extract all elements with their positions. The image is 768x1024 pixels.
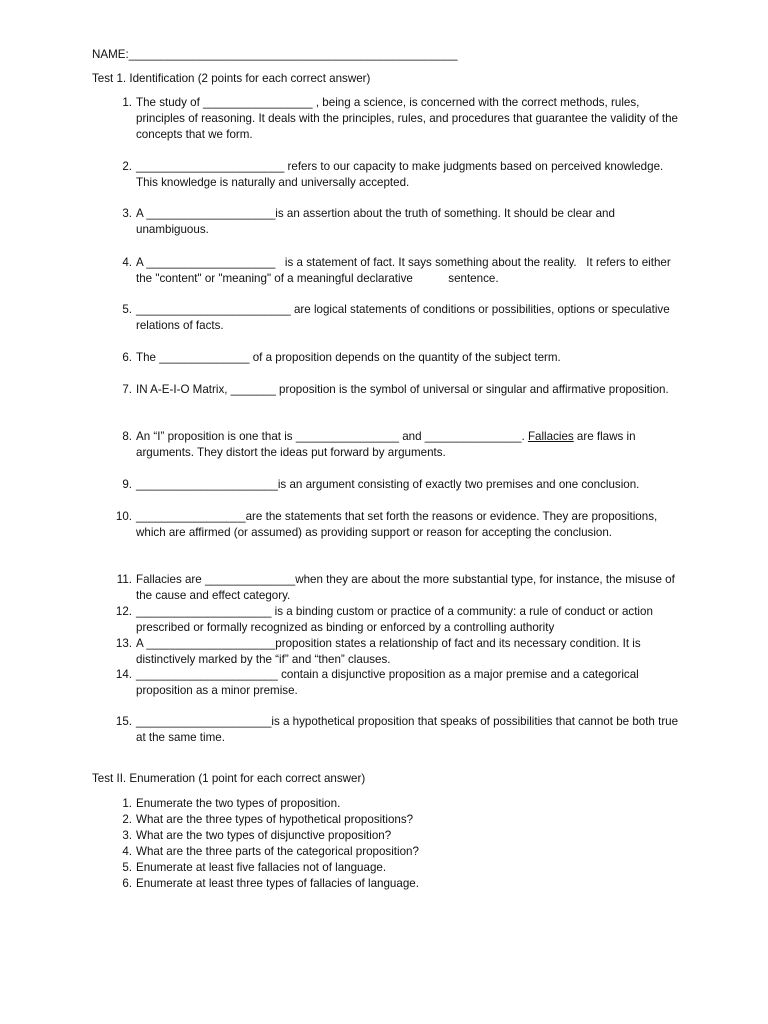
question-text-part: An “I” proposition is one that is ________________ and _______________. (136, 430, 528, 443)
enumeration-item-1 (112, 796, 340, 812)
item-text: What are the three parts of the categorical proposition? (136, 845, 419, 858)
question-number: 5. (122, 303, 132, 316)
question-number: 6. (122, 351, 132, 364)
item-text: Enumerate at least three types of fallacies of language. (136, 877, 419, 890)
item-number: 1. (122, 797, 132, 810)
enumeration-item-3 (112, 828, 391, 844)
item-text: Enumerate the two types of proposition. (136, 797, 341, 810)
item-number: 3. (122, 829, 132, 842)
enumeration-item-5 (112, 860, 386, 876)
question-text: ______________________is an argument consisting of exactly two premises and one conclusion. (136, 478, 640, 491)
question-number: 13. (115, 637, 132, 650)
item-text: What are the three types of hypothetical propositions? (136, 813, 414, 826)
question-number: 11. (116, 573, 132, 586)
fallacies-underlined-term: Fallacies (527, 430, 574, 443)
item-number: 6. (122, 877, 132, 890)
question-text: _______________________ refers to our capacity to make judgments based on perceived knowledge. This knowledge is naturally and universally accepted. (136, 160, 664, 189)
question-text-part: are flaws in arguments. They distort the ideas put forward by arguments. (136, 430, 636, 459)
enumeration-item-4 (112, 844, 419, 860)
item-number: 2. (122, 813, 132, 826)
test2-title: Test II. Enumeration (1 point for each correct answer) (92, 772, 366, 785)
question-text: ________________________ are logical statements of conditions or possibilities, options or speculative relations of facts. (136, 303, 670, 332)
question-number: 10. (115, 510, 132, 523)
enumeration-item-2 (112, 812, 413, 828)
question-number: 12. (115, 605, 132, 618)
question-number: 15. (115, 715, 132, 728)
question-number: 7. (122, 383, 132, 396)
question-text: _____________________is a hypothetical proposition that speaks of possibilities that cannot be both true at the same time. (136, 715, 679, 744)
question-number: 1. (122, 96, 132, 109)
question-number: 3. (122, 207, 132, 220)
question-number: 2. (122, 160, 132, 173)
item-text: Enumerate at least five fallacies not of language. (136, 861, 387, 874)
question-text: _____________________ is a binding custom or practice of a community: a rule of conduct or action prescribed or formally recognized as binding or enforced by a controlling authority (136, 605, 653, 634)
question-text: _________________are the statements that set forth the reasons or evidence. They are propositions, which are affirmed (or assumed) as providing support or reason for accepting the conclusion. (136, 510, 658, 539)
question-text: The study of _________________ , being a science, is concerned with the correct methods, rules, principles of reasoning. It deals with the principles, rules, and procedures that guarantee the validity of the concepts that we form. (136, 96, 679, 141)
test1-title: Test 1. Identification (2 points for each correct answer) (92, 72, 371, 85)
question-text: A ____________________proposition states a relationship of fact and its necessary condition. It is distinctively marked by the “if” and “then” clauses. (136, 637, 641, 666)
question-text: Fallacies are ______________when they are about the more substantial type, for instance, the misuse of the cause and effect category. (136, 573, 675, 602)
item-number: 4. (122, 845, 132, 858)
enumeration-item-6 (112, 876, 419, 892)
question-text: A ____________________is an assertion about the truth of something. It should be clear and unambiguous. (136, 207, 615, 236)
question-text: A ____________________ is a statement of fact. It says something about the reality. It refers to either the "content" or "meaning" of a meaningful declarative sentence. (136, 256, 674, 285)
question-text (136, 429, 681, 461)
question-text: The ______________ of a proposition depends on the quantity of the subject term. (136, 351, 561, 364)
question-number: 9. (122, 478, 132, 491)
name-line: NAME:___________________________________________________ (92, 48, 458, 61)
question-text: IN A-E-I-O Matrix, _______ proposition is the symbol of universal or singular and affirmative proposition. (136, 383, 669, 396)
item-number: 5. (122, 861, 132, 874)
question-number: 8. (122, 430, 132, 443)
question-number: 4. (122, 256, 132, 269)
item-text: What are the two types of disjunctive proposition? (136, 829, 392, 842)
question-number: 14. (115, 668, 132, 681)
question-text: ______________________ contain a disjunctive proposition as a major premise and a categorical proposition as a minor premise. (136, 668, 639, 697)
